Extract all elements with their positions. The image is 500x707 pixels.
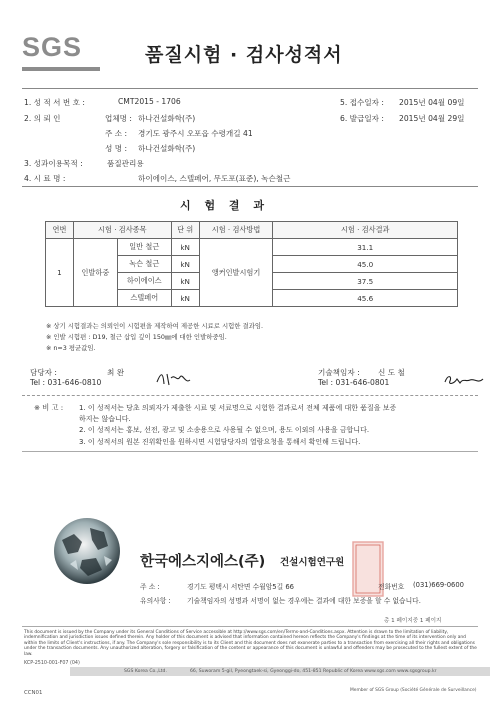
results-table <box>45 221 458 307</box>
header-no: 연번 <box>46 222 74 239</box>
caution-label: 유의사항 : <box>140 597 171 605</box>
address-label: 주 소 : <box>105 129 128 138</box>
remarks-label: ※ 비 고 : <box>34 403 64 412</box>
header-divider <box>22 88 478 89</box>
row-number: 1 <box>46 239 74 307</box>
sub-item: 녹슨 철근 <box>117 256 171 273</box>
caution-text: 기술책임자의 성명과 서명이 없는 경우에는 결과에 대한 보증을 할 수 없습니다. <box>187 597 421 605</box>
form-code: KCP-2510-001-F07 (04) <box>24 661 80 666</box>
note-2: ※ 인발 시험편 : D19, 철근 삽입 깊이 150㎜에 대한 인발하중임. <box>46 333 227 341</box>
tester-label: 담당자 : <box>30 368 57 377</box>
company-label: 업체명 : <box>105 114 132 123</box>
company-name: 하나건설화학(주) <box>138 114 196 123</box>
note-3: ※ n=3 평균값임. <box>46 344 96 352</box>
tester-name: 최 완 <box>107 368 125 377</box>
report-no-label: 1. 성 적 서 번 호 : <box>24 98 85 107</box>
client-label: 2. 의 뢰 인 <box>24 114 61 123</box>
institute-phone-label: 전화번호 <box>378 583 405 591</box>
unit: kN <box>171 273 199 290</box>
representative-name: 하나건설화학(주) <box>138 144 196 153</box>
unit: kN <box>171 290 199 307</box>
sample-label: 4. 시 료 명 : <box>24 174 66 183</box>
note-1: ※ 상기 시험결과는 의뢰인이 시험편을 제작하여 제공한 시료로 시험한 결과임. <box>46 322 264 330</box>
address: 경기도 광주시 오포읍 수령개길 41 <box>138 129 253 138</box>
name-label: 성 명 : <box>105 144 128 153</box>
unit: kN <box>171 256 199 273</box>
remark-3: 3. 이 성적서의 원본 진위확인을 원하시면 시험담당자의 열람요청을 통해서 확인해 드립니다. <box>79 438 361 446</box>
test-item: 인발하중 <box>73 239 117 307</box>
result-value: 45.0 <box>273 256 458 273</box>
manager-name: 신 도 철 <box>378 368 405 377</box>
tester-signature <box>153 368 193 388</box>
sgs-logo <box>22 32 100 68</box>
footer-member: Member of SGS Group (Société Générale de Surveillance) <box>350 688 477 693</box>
legal-disclaimer: This document is issued by the Company under its General Conditions of Service accessible at http://www.sgs.com/en/Terms-and-Conditions.aspx. Attention is drawn to the limitation of liability, indemnification and jurisdiction issues defined therein. Any holder of this document is advised that information contained hereon reflects the Company's findings at the time of its intervention only and within the limits of Client's instructions, if any. The Company's sole responsibility is to its Client and this document does not exonerate parties to a transaction from exercising all their rights and obligations under the transaction documents. Any unauthorized alteration, forgery or falsification of the content or appearance of this document is unlawful and offenders may be prosecuted to the fullest extent of the law. <box>24 630 477 657</box>
manager-label: 기술책임자 : <box>318 368 360 377</box>
institute-name: 한국에스지에스(주) <box>140 554 266 570</box>
report-no: CMT2015 - 1706 <box>118 97 181 106</box>
header-method: 시험 · 검사방법 <box>199 222 273 239</box>
result-value: 37.5 <box>273 273 458 290</box>
logo-underline <box>22 67 100 71</box>
result-value: 31.1 <box>273 239 458 256</box>
sub-item: 하이에이스 <box>117 273 171 290</box>
logo-text: SGS <box>22 32 83 62</box>
document-code: CCN01 <box>24 690 43 696</box>
manager-tel: Tel : 031-646-0801 <box>318 378 390 387</box>
globe-hologram-icon <box>52 516 122 586</box>
results-title: 시 험 결 과 <box>180 199 269 212</box>
document-title: 품질시험 · 검사성적서 <box>145 44 343 66</box>
issued-label: 6. 발급일자 : <box>340 114 384 123</box>
test-method: 앵커인발시험기 <box>199 239 273 307</box>
remark-2: 2. 이 성적서는 홍보, 선전, 광고 및 소송용으로 사용될 수 없으며, 용도 이외의 사용을 금합니다. <box>79 426 370 434</box>
result-value: 45.6 <box>273 290 458 307</box>
signature-divider <box>22 395 478 396</box>
purpose-label: 3. 성과이용목적 : <box>24 159 83 168</box>
institute-address-label: 주 소 : <box>140 583 160 591</box>
header-result: 시험 · 검사결과 <box>273 222 458 239</box>
remarks-divider <box>22 451 478 452</box>
institute-sub: 건설시험연구원 <box>280 557 345 568</box>
institute-address: 경기도 평택시 서탄면 수월암5길 66 <box>187 583 294 591</box>
footer-address: 66, Suworam 5-gil, Pyeongtaek-si, Gyeonggi-do, 451-851 Republic of Korea www.sgs.com www.sgsgroup.kr <box>190 669 437 674</box>
page-info: 총 1 페이지중 1 페이지 <box>384 618 442 624</box>
header-unit: 단 위 <box>171 222 199 239</box>
footer-divider <box>22 626 478 627</box>
unit: kN <box>171 239 199 256</box>
header-item: 시험 · 검사종목 <box>73 222 171 239</box>
institute-phone: (031)669-0600 <box>413 581 464 589</box>
footer-company: SGS Korea Co.,Ltd. <box>124 669 167 674</box>
info-divider <box>22 186 478 187</box>
issued-date: 2015년 04월 29일 <box>399 114 465 123</box>
sample-names: 하이에이스, 스텔페어, 무도포(표준), 녹슨철근 <box>138 174 291 183</box>
received-label: 5. 접수일자 : <box>340 98 384 107</box>
sub-item: 일반 철근 <box>117 239 171 256</box>
manager-signature <box>442 370 486 388</box>
purpose: 품질관리용 <box>107 159 144 168</box>
received-date: 2015년 04월 09일 <box>399 98 465 107</box>
remark-1-cont: 하지는 않습니다. <box>79 415 131 423</box>
sub-item: 스텔페어 <box>117 290 171 307</box>
tester-tel: Tel : 031-646-0810 <box>30 378 102 387</box>
remark-1: 1. 이 성적서는 당초 의뢰자가 제출한 시료 및 서료명으로 시험한 결과로서 전체 제품에 대한 품질을 보증 <box>79 404 397 412</box>
